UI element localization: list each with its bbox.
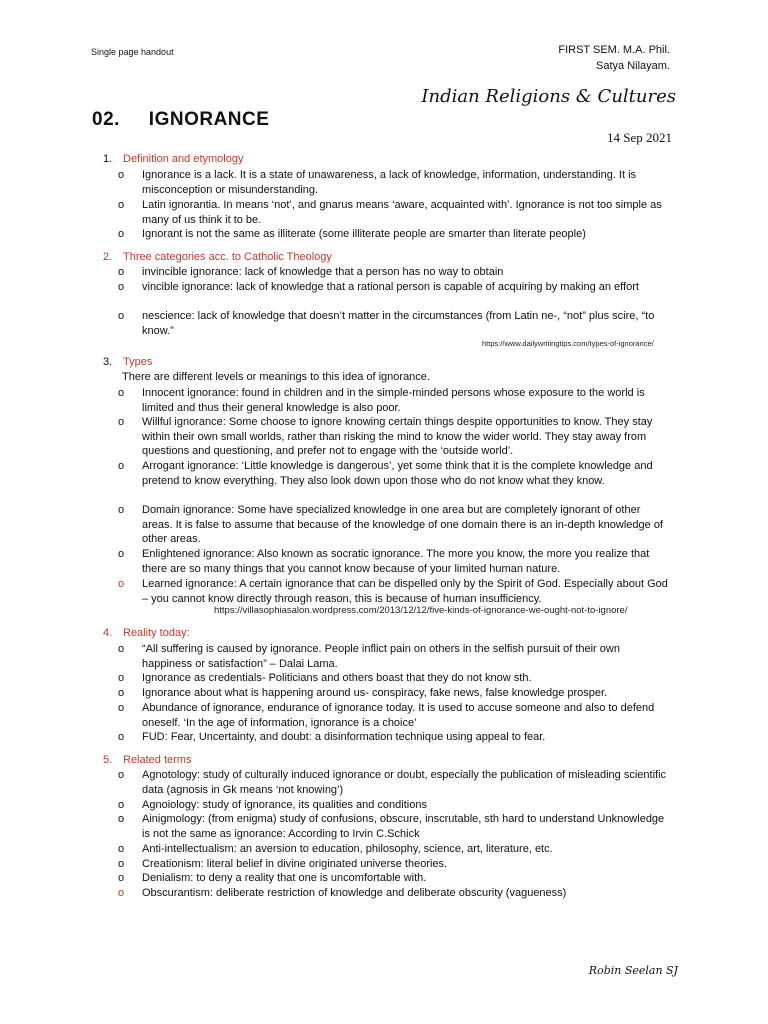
bullet-icon: o bbox=[118, 387, 125, 399]
item-text: Ignorance is a lack. It is a state of unawareness, a lack of knowledge, information, understanding. It is misconception or misunderstanding. bbox=[142, 169, 637, 196]
item-text: Ainigmology: (from enigma) study of confusions, obscure, inscrutable, sth hard to understand Unknowledge is not the same as ignorance: According to Irvin C.Schick bbox=[142, 813, 665, 840]
section-intro: There are different levels or meanings to this idea of ignorance. bbox=[122, 371, 430, 383]
bullet-icon: o bbox=[118, 843, 125, 855]
item-text: Innocent ignorance: found in children and in the simple-minded persons whose exposure to the world is limited and thus their general knowledge is also poor. bbox=[142, 387, 645, 414]
bullet-icon: o bbox=[118, 643, 125, 655]
source-link[interactable]: https://villasophiasalon.wordpress.com/2013/12/12/five-kinds-of-ignorance-we-ought-not-to-ignore/ bbox=[214, 605, 628, 616]
section-4-heading bbox=[103, 627, 190, 639]
bullet-icon: o bbox=[118, 799, 125, 811]
bullet-icon: o bbox=[118, 687, 125, 699]
bullet-icon: o bbox=[118, 228, 125, 240]
course-title: Indian Religions & Cultures bbox=[421, 86, 676, 107]
bullet-icon: o bbox=[118, 281, 125, 293]
item-text: Agnotology: study of culturally induced ignorance or doubt, especially the publication of misleading scientific data (agnosis in Gk means ‘not knowing’) bbox=[142, 769, 667, 796]
item-text: vincible ignorance: lack of knowledge that a rational person is capable of acquiring by making an effort bbox=[142, 281, 639, 293]
item-text: nescience: lack of knowledge that doesn’t matter in the circumstances (from Latin ne-, “not” plus scire, “to know.” bbox=[142, 310, 655, 337]
section-number: 2. bbox=[103, 251, 113, 263]
page-title: 02. IGNORANCE bbox=[92, 109, 270, 130]
item-text: Ignorant is not the same as illiterate (some illiterate people are smarter than literate people) bbox=[142, 228, 586, 240]
bullet-icon: o bbox=[118, 858, 125, 870]
item-text: “All suffering is caused by ignorance. People inflict pain on others in the selfish pursuit of their own happiness or satisfaction” – Dalai Lama. bbox=[142, 643, 620, 670]
item-text: Ignorance about what is happening around us- conspiracy, fake news, false knowledge prosper. bbox=[142, 687, 608, 699]
section-number: 4. bbox=[103, 627, 113, 639]
section-label: Reality today: bbox=[123, 627, 190, 639]
bullet-icon: o bbox=[118, 199, 125, 211]
source-link[interactable]: https://www.dailywritingtips.com/types-of-ignorance/ bbox=[482, 339, 654, 348]
item-text: Domain ignorance: Some have specialized knowledge in one area but are completely ignorant of other areas. It is false to assume that because of the knowledge of one domain there is an in-depth knowledge of other areas. bbox=[142, 504, 663, 545]
item-text: Denialism: to deny a reality that one is uncomfortable with. bbox=[142, 872, 427, 884]
item-text: invincible ignorance: lack of knowledge that a person has no way to obtain bbox=[142, 266, 504, 278]
item-text: Arrogant ignorance: ‘Little knowledge is dangerous’, yet some think that it is the complete knowledge and pretend to know everything. They also look down upon those who do not know what they know. bbox=[142, 460, 653, 487]
section-number: 5. bbox=[103, 754, 113, 766]
date-label: 14 Sep 2021 bbox=[607, 130, 672, 145]
section-label: Related terms bbox=[123, 754, 192, 766]
section-label: Types bbox=[123, 356, 153, 368]
section-5-heading bbox=[103, 754, 191, 766]
item-text: Latin ignorantia. In means ‘not’, and gnarus means ‘aware, acquainted with’. Ignorance is not too simple as many of us think it to be. bbox=[142, 199, 662, 226]
item-text: Obscurantism: deliberate restriction of knowledge and deliberate obscurity (vagueness) bbox=[142, 887, 567, 899]
bullet-icon: o bbox=[118, 504, 125, 516]
bullet-icon: o bbox=[118, 887, 125, 899]
bullet-icon: o bbox=[118, 310, 125, 322]
semester-label: FIRST SEM. M.A. Phil. bbox=[558, 44, 670, 56]
section-2-heading bbox=[103, 251, 332, 263]
section-number: 3. bbox=[103, 356, 113, 368]
item-text: Agnoiology: study of ignorance, its qualities and conditions bbox=[142, 799, 427, 811]
bullet-icon: o bbox=[118, 578, 125, 590]
item-text: Creationism: literal belief in divine originated universe theories. bbox=[142, 858, 448, 870]
item-text: Enlightened ignorance: Also known as socratic ignorance. The more you know, the more you realize that there are so many things that you cannot know because of your limited human nature. bbox=[142, 548, 650, 575]
handout-label: Single page handout bbox=[91, 47, 174, 57]
item-text: Anti-intellectualism: an aversion to education, philosophy, science, art, literature, etc. bbox=[142, 843, 553, 855]
bullet-icon: o bbox=[118, 266, 125, 278]
bullet-icon: o bbox=[118, 460, 125, 472]
institution-label: Satya Nilayam. bbox=[596, 60, 670, 72]
item-text: Ignorance as credentials- Politicians and others boast that they do not know sth. bbox=[142, 672, 532, 684]
bullet-icon: o bbox=[118, 416, 125, 428]
bullet-icon: o bbox=[118, 548, 125, 560]
author-signature: Robin Seelan SJ bbox=[588, 964, 678, 977]
bullet-icon: o bbox=[118, 672, 125, 684]
item-text: Abundance of ignorance, endurance of ignorance today. It is used to accuse someone and also to defend oneself. ‘In the age of information, ignorance is a choice’ bbox=[142, 702, 655, 729]
bullet-icon: o bbox=[118, 731, 125, 743]
item-text: Willful ignorance: Some choose to ignore knowing certain things despite opportunities to know. They stay within their own small worlds, rather than risking the mind to know the wider world. They stay away from questions and questioning, and prefer not to engage with the ‘outside world’. bbox=[142, 416, 653, 457]
bullet-icon: o bbox=[118, 813, 125, 825]
section-label: Three categories acc. to Catholic Theology bbox=[123, 251, 332, 263]
section-3-heading bbox=[103, 356, 152, 368]
item-text: FUD: Fear, Uncertainty, and doubt: a disinformation technique using appeal to fear. bbox=[142, 731, 546, 743]
section-number: 1. bbox=[103, 153, 113, 165]
item-text: Learned ignorance: A certain ignorance that can be dispelled only by the Spirit of God. Especially about God – you cannot know directly through reason, this is because of human insufficiency. bbox=[142, 578, 668, 605]
bullet-icon: o bbox=[118, 169, 125, 181]
section-1-heading bbox=[103, 153, 243, 165]
bullet-icon: o bbox=[118, 702, 125, 714]
section-label: Definition and etymology bbox=[123, 153, 244, 165]
bullet-icon: o bbox=[118, 872, 125, 884]
bullet-icon: o bbox=[118, 769, 125, 781]
